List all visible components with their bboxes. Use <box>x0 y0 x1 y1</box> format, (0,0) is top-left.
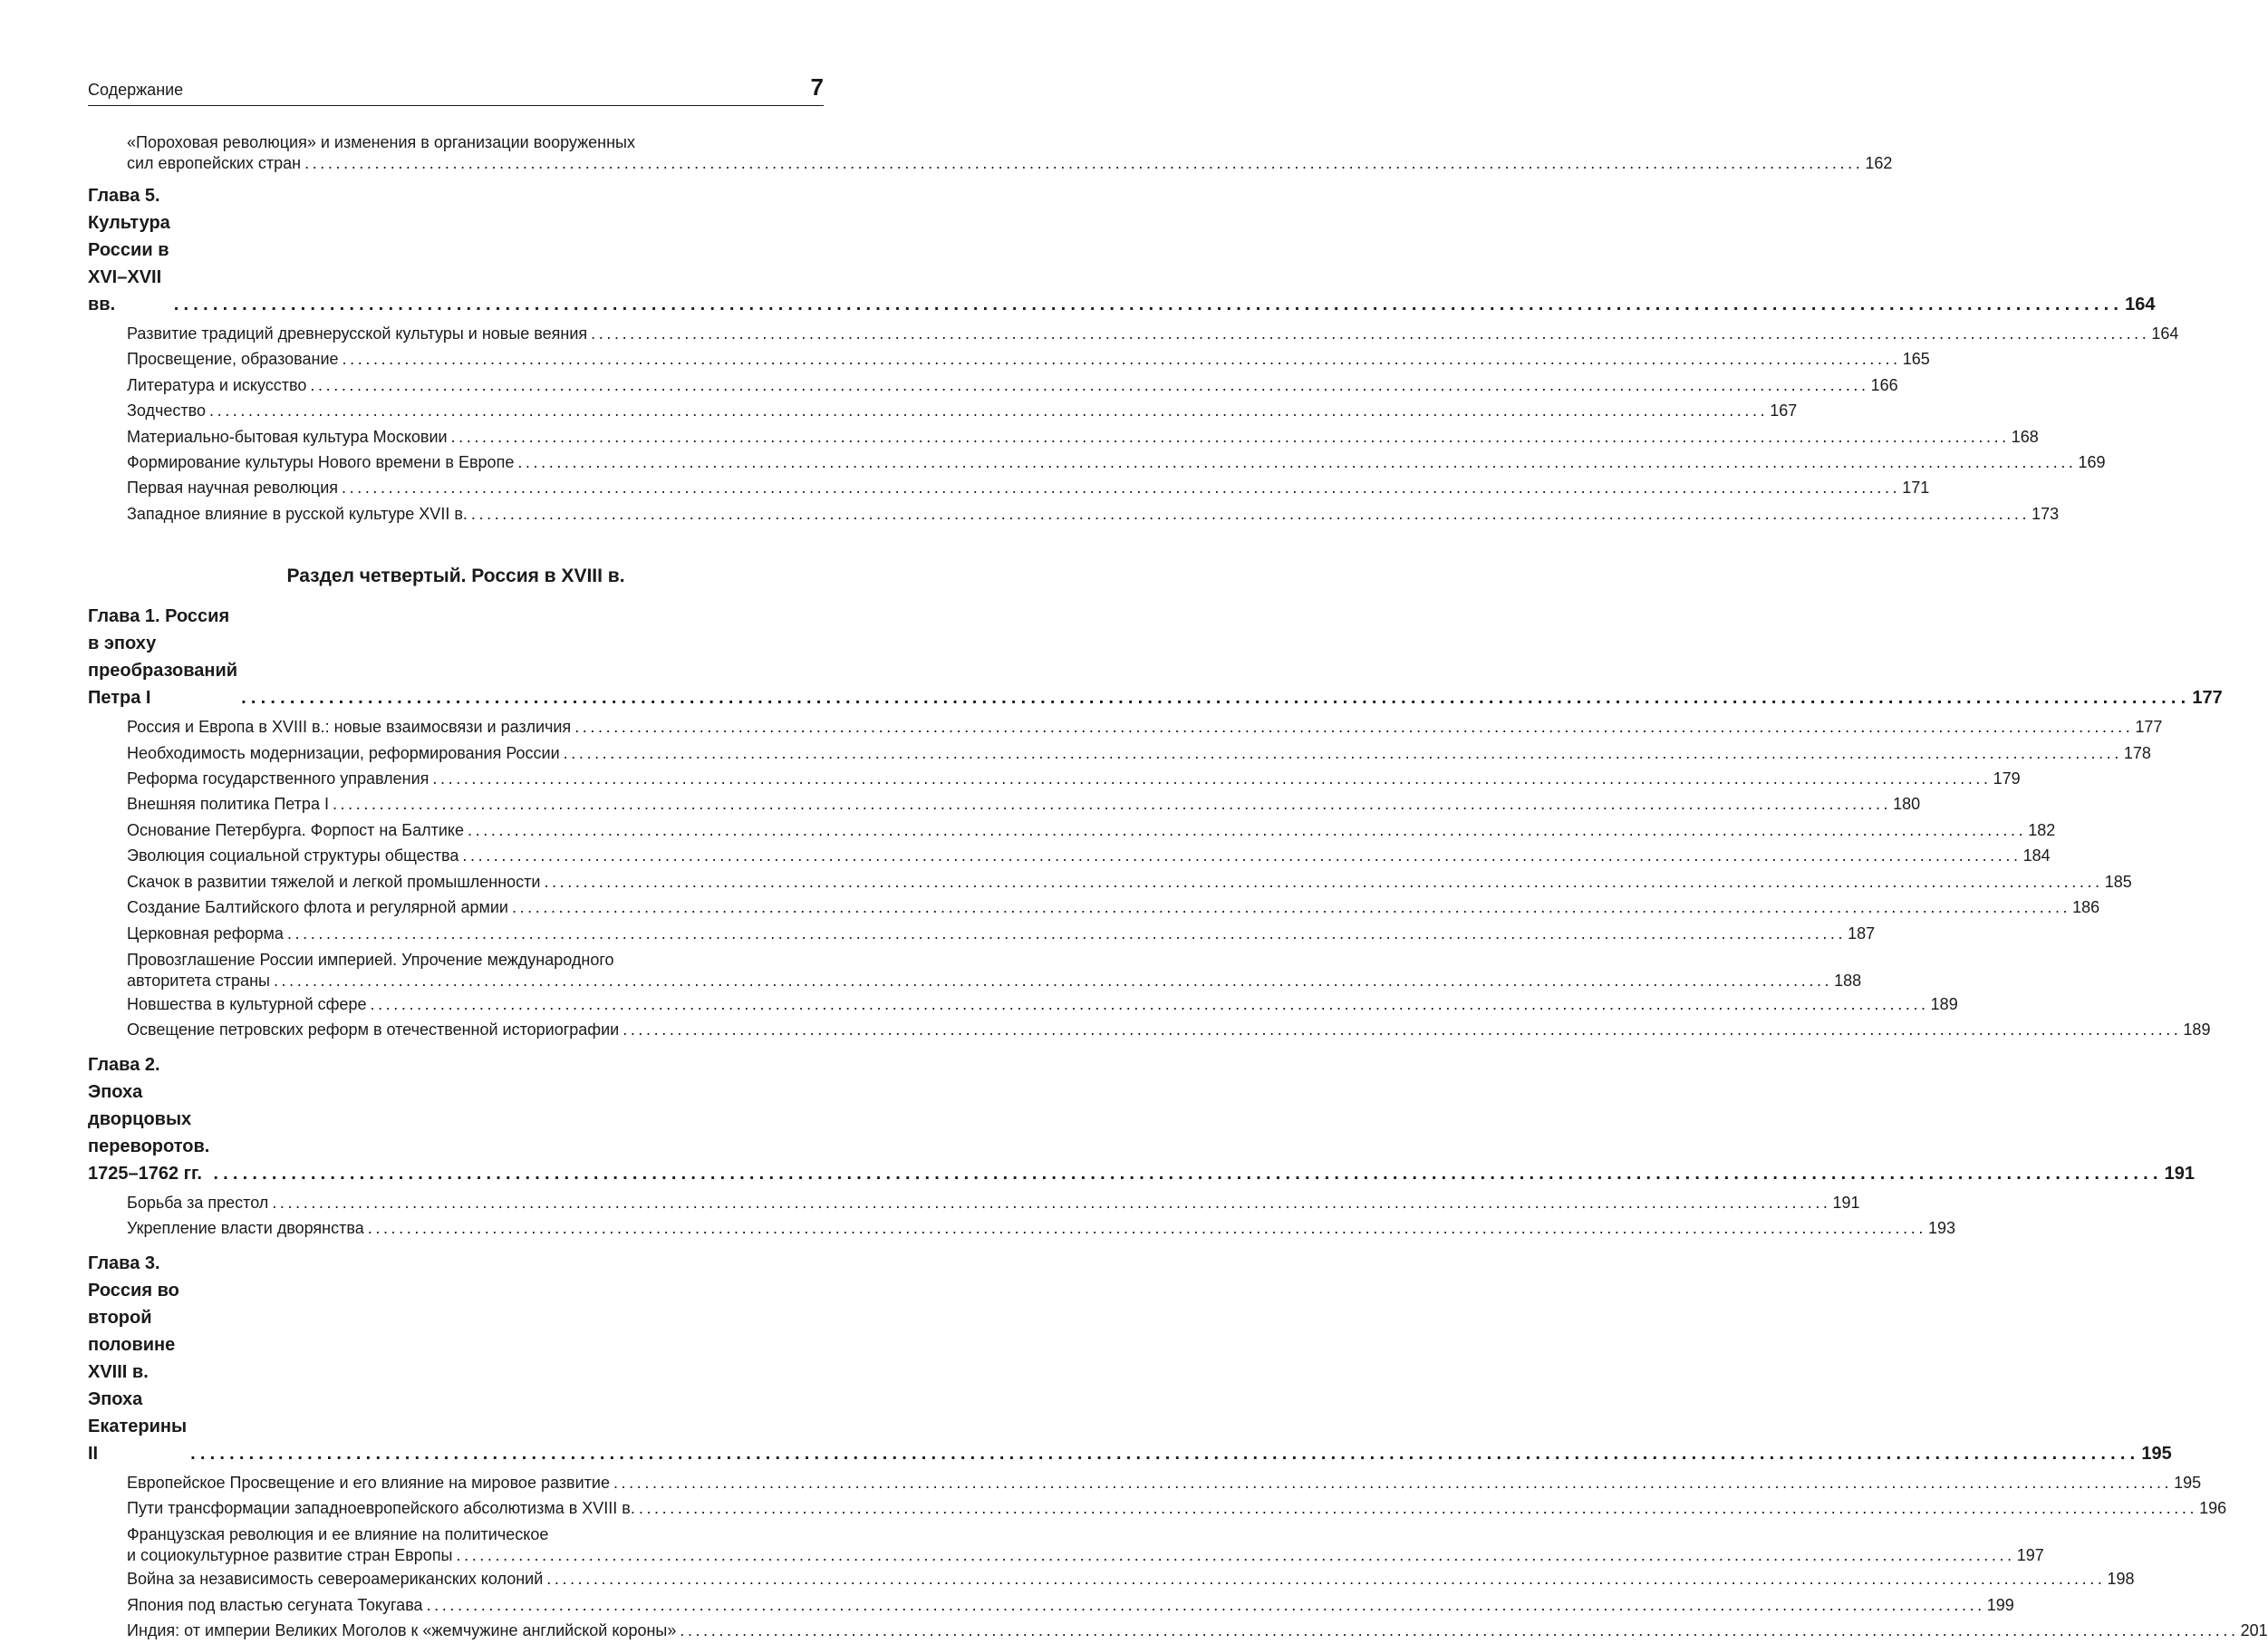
toc-entry-title: Материально-бытовая культура Московии <box>127 427 448 446</box>
toc-entry[interactable] <box>127 1618 2268 1643</box>
toc-entry-page: 171 <box>1902 479 1930 498</box>
leader-dots: ........................................................................................................................................................................................................ <box>209 401 1769 421</box>
toc-entry[interactable] <box>127 1545 2044 1566</box>
leader-dots: ........................................................................................................................................................................................................ <box>450 427 2010 446</box>
toc-entry-page: 199 <box>1986 1595 2014 1614</box>
toc-entry[interactable] <box>127 921 1876 946</box>
toc-entry[interactable] <box>127 372 1898 398</box>
toc-entry-title: Укрепление власти дворянства <box>127 1219 364 1238</box>
toc-entry-page: 166 <box>1870 375 1898 394</box>
toc-entry-page: 167 <box>1770 401 1798 421</box>
toc-entry-title: Россия и Европа в XVIII в.: новые взаимосвязи и различия <box>127 718 572 737</box>
toc-entry[interactable] <box>127 740 2151 766</box>
toc-entry-line[interactable]: Французская революция и ее влияние на политическое <box>127 1525 549 1544</box>
toc-entry-page: 179 <box>1993 769 2021 788</box>
chapter-5-items <box>88 321 2179 527</box>
leader-dots: ........................................................................................................................................................................................................ <box>173 295 2124 314</box>
leader-dots: ........................................................................................................................................................................................................ <box>470 504 2031 523</box>
toc-entry-page: 169 <box>2078 453 2106 472</box>
toc-entry-page: 201 <box>2240 1621 2268 1640</box>
leader-dots: ........................................................................................................................................................................................................ <box>680 1621 2239 1640</box>
toc-entry[interactable] <box>127 398 1798 423</box>
toc-entry-page: 182 <box>2028 820 2056 839</box>
toc-entry-title: Первая научная революция <box>127 479 339 498</box>
leader-dots: ........................................................................................................................................................................................................ <box>367 1219 1926 1238</box>
chapter-title: Глава 3. Россия во второй половине XVIII в. Эпоха Екатерины II <box>88 1252 188 1464</box>
toc-entry-page: 180 <box>1893 795 1921 814</box>
leader-dots: ........................................................................................................................................................................................................ <box>613 1473 2173 1492</box>
chapter-3-items <box>88 1470 2227 1522</box>
chapter-2-items <box>88 1190 1955 1242</box>
leader-dots: ........................................................................................................................................................................................................ <box>574 718 2134 737</box>
toc-entry-title: Зодчество <box>127 401 206 421</box>
toc-entry-title: Освещение петровских реформ в отечественной историографии <box>127 1020 620 1040</box>
toc-entry-page: 162 <box>1865 154 1893 172</box>
toc-entry[interactable] <box>127 971 1862 991</box>
toc-entry[interactable] <box>127 991 1958 1017</box>
toc-entry-title: Внешняя политика Петра I <box>127 795 329 814</box>
chapter-page: 177 <box>2192 688 2223 709</box>
toc-entry-page: 198 <box>2107 1570 2135 1589</box>
table-of-contents <box>88 132 2268 1644</box>
toc-entry-page: 197 <box>2016 1546 2044 1565</box>
chapter-2-heading[interactable] <box>88 1051 2196 1187</box>
toc-entry-title: Новшества в культурной сфере <box>127 994 367 1013</box>
toc-entry-title: Эволюция социальной структуры общества <box>127 846 459 866</box>
toc-entry-page: 186 <box>2072 898 2100 917</box>
chapter-page: 191 <box>2164 1163 2196 1184</box>
toc-entry-title: Пути трансформации западноевропейского абсолютизма в XVIII в. <box>127 1498 635 1517</box>
toc-entry[interactable] <box>127 475 1930 500</box>
leader-dots: ........................................................................................................................................................................................................ <box>241 688 2191 709</box>
toc-entry-page: 193 <box>1927 1219 1955 1238</box>
toc-entry[interactable] <box>127 817 2056 843</box>
toc-entry-page: 189 <box>2183 1020 2211 1040</box>
toc-entry[interactable] <box>127 766 2021 791</box>
toc-entry-page: 185 <box>2104 872 2132 891</box>
toc-entry[interactable] <box>127 153 1893 174</box>
toc-entry-title: Европейское Просвещение и его влияние на мировое развитие <box>127 1473 610 1492</box>
chapter-1-items-after <box>88 991 2211 1043</box>
toc-entry-page: 168 <box>2011 427 2039 446</box>
leader-dots: ........................................................................................................................................................................................................ <box>591 324 2150 343</box>
toc-entry-title: Япония под властью сегуната Токугава <box>127 1595 423 1614</box>
leader-dots: ........................................................................................................................................................................................................ <box>213 1163 2163 1184</box>
toc-entry-line[interactable]: Провозглашение России империей. Упрочение международного <box>127 950 614 969</box>
toc-entry-title: Война за независимость североамериканских колоний <box>127 1570 544 1589</box>
toc-entry[interactable] <box>127 869 2132 895</box>
toc-entry[interactable] <box>127 450 2106 475</box>
toc-entry-title: Просвещение, образование <box>127 350 339 369</box>
toc-entry-page: 195 <box>2174 1473 2202 1492</box>
toc-entry-page: 177 <box>2135 718 2163 737</box>
toc-entry[interactable] <box>127 1190 1860 1215</box>
leader-dots: ........................................................................................................................................................................................................ <box>544 872 2103 891</box>
toc-entry[interactable] <box>127 424 2039 450</box>
chapter-1-items <box>88 714 2163 946</box>
toc-entry-title: сил европейских стран <box>127 154 302 172</box>
toc-entry-page: 173 <box>2032 504 2060 523</box>
leader-dots: ........................................................................................................................................................................................................ <box>273 971 1833 990</box>
toc-entry[interactable] <box>127 1495 2227 1521</box>
leader-dots: ........................................................................................................................................................................................................ <box>286 924 1847 943</box>
chapter-title: Глава 2. Эпоха дворцовых переворотов. 1725–1762 гг. <box>88 1054 210 1184</box>
toc-entry-page: 187 <box>1848 924 1876 943</box>
toc-entry[interactable] <box>127 346 1930 372</box>
leader-dots: ........................................................................................................................................................................................................ <box>563 743 2122 762</box>
toc-entry-title: Скачок в развитии тяжелой и легкой промышленности <box>127 872 541 891</box>
toc-entry[interactable] <box>127 791 1921 817</box>
leader-dots: ........................................................................................................................................................................................................ <box>332 795 1892 814</box>
toc-entry-page: 165 <box>1902 350 1930 369</box>
toc-entry-line[interactable]: «Пороховая революция» и изменения в организации вооруженных <box>127 133 635 151</box>
running-header <box>88 73 824 106</box>
toc-entry[interactable] <box>127 501 2060 527</box>
leader-dots: ........................................................................................................................................................................................................ <box>342 479 1901 498</box>
toc-entry-title: Церковная реформа <box>127 924 284 943</box>
chapter-3-items-after <box>88 1566 2268 1643</box>
toc-entry-title: Западное влияние в русской культуре XVII в. <box>127 504 468 523</box>
leader-dots: ........................................................................................................................................................................................................ <box>456 1546 2015 1565</box>
leader-dots: ........................................................................................................................................................................................................ <box>310 375 1869 394</box>
chapter-title: Глава 5. Культура России в XVI–XVII вв. <box>88 186 170 314</box>
chapter-page: 195 <box>2141 1443 2172 1464</box>
leader-dots: ........................................................................................................................................................................................................ <box>342 350 1901 369</box>
leader-dots: ........................................................................................................................................................................................................ <box>426 1595 1985 1614</box>
leader-dots: ........................................................................................................................................................................................................ <box>517 453 2077 472</box>
leader-dots: ........................................................................................................................................................................................................ <box>546 1570 2106 1589</box>
toc-entry[interactable] <box>127 1017 2211 1042</box>
toc-entry[interactable] <box>127 1592 2014 1618</box>
toc-entry-title: и социокультурное развитие стран Европы <box>127 1546 453 1565</box>
toc-entry-title: Реформа государственного управления <box>127 769 429 788</box>
toc-entry-title: Литература и искусство <box>127 375 307 394</box>
leader-dots: ........................................................................................................................................................................................................ <box>468 820 2027 839</box>
chapter-1-heading[interactable] <box>88 603 2223 711</box>
leader-dots: ........................................................................................................................................................................................................ <box>511 898 2071 917</box>
chapter-title: Глава 1. Россия в эпоху преобразований Петра I <box>88 606 238 709</box>
chapter-3-heading[interactable] <box>88 1250 2172 1467</box>
toc-entry-page: 188 <box>1834 971 1862 990</box>
toc-entry-title: Развитие традиций древнерусской культуры и новые веяния <box>127 324 588 343</box>
leader-dots: ........................................................................................................................................................................................................ <box>622 1020 2182 1040</box>
chapter-5-heading[interactable] <box>88 182 2156 318</box>
toc-entry[interactable] <box>127 895 2100 920</box>
leader-dots: ........................................................................................................................................................................................................ <box>432 769 1992 788</box>
leader-dots: ........................................................................................................................................................................................................ <box>272 1193 1831 1212</box>
header-title: Содержание <box>88 81 184 99</box>
toc-entry-title: Индия: от империи Великих Моголов к «жемчужине английской короны» <box>127 1621 677 1640</box>
toc-entry-title: Борьба за престол <box>127 1193 269 1212</box>
toc-entry[interactable] <box>127 843 2051 868</box>
toc-entry-page: 164 <box>2151 324 2179 343</box>
page-number: 7 <box>810 73 824 101</box>
toc-entry[interactable] <box>127 321 2179 346</box>
toc-entry-title: Формирование культуры Нового времени в Европе <box>127 453 515 472</box>
toc-entry-title: Создание Балтийского флота и регулярной армии <box>127 898 508 917</box>
toc-entry-page: 189 <box>1930 994 1958 1013</box>
toc-entry-title: авторитета страны <box>127 971 270 990</box>
toc-entry-page: 196 <box>2199 1498 2227 1517</box>
leader-dots: ........................................................................................................................................................................................................ <box>638 1498 2198 1517</box>
toc-entry-title: Необходимость модернизации, реформирования России <box>127 743 560 762</box>
toc-entry[interactable] <box>127 1470 2202 1495</box>
toc-entry[interactable] <box>127 1215 1955 1241</box>
toc-entry-title: Основание Петербурга. Форпост на Балтике <box>127 820 465 839</box>
toc-entry-page: 191 <box>1832 1193 1860 1212</box>
toc-entry-page: 184 <box>2022 846 2051 866</box>
leader-dots: ........................................................................................................................................................................................................ <box>190 1443 2140 1464</box>
leader-dots: ........................................................................................................................................................................................................ <box>462 846 2022 866</box>
leader-dots: ........................................................................................................................................................................................................ <box>370 994 1929 1013</box>
toc-entry[interactable] <box>127 1566 2135 1591</box>
chapter-page: 164 <box>2125 295 2156 314</box>
toc-entry[interactable] <box>127 714 2163 740</box>
leader-dots: ........................................................................................................................................................................................................ <box>304 154 1864 172</box>
section-heading[interactable]: Раздел четвертый. Россия в XVIII в. <box>286 566 625 587</box>
toc-entry-page: 178 <box>2123 743 2151 762</box>
